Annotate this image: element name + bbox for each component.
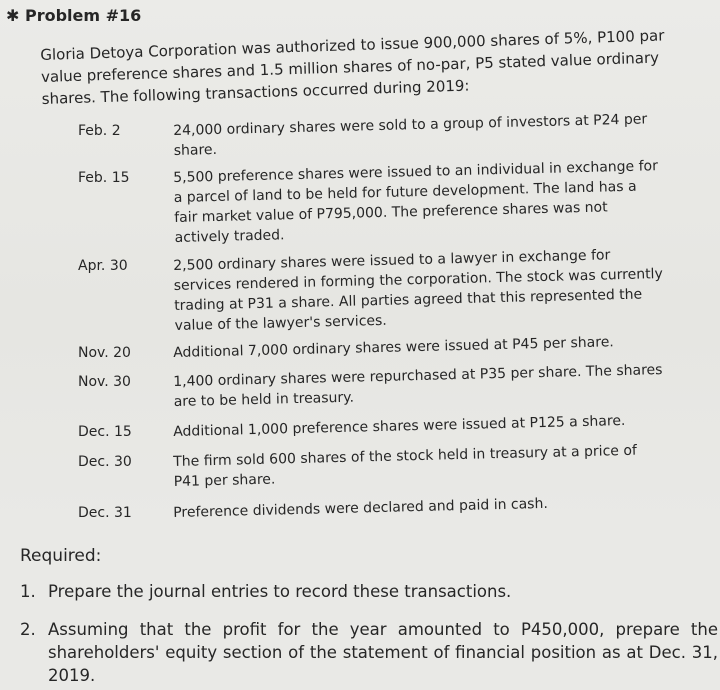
required-section xyxy=(0,530,720,690)
transaction-description: The firm sold 600 shares of the stock held in treasury at a price of P41 per share. xyxy=(173,442,638,490)
transaction-description: 2,500 ordinary shares were issued to a lawyer in exchange for services rendered in forming the corporation. The stock was currently trading at P31 a share. All parties agreed that this represented the value of the lawyer's services. xyxy=(173,247,663,334)
transaction-description: Additional 7,000 ordinary shares were issued at P45 per share. xyxy=(173,334,614,361)
transaction-description: 1,400 ordinary shares were repurchased at P35 per share. The shares are to be held in treasury. xyxy=(173,362,663,410)
problem-heading xyxy=(6,6,141,25)
required-item-number: 2. xyxy=(20,620,36,639)
transaction-description: 24,000 ordinary shares were sold to a group of investors at P24 per share. xyxy=(173,111,648,159)
transaction-date: Apr. 30 xyxy=(78,258,128,274)
transaction-description: 5,500 preference shares were issued to an individual in exchange for a parcel of land to be held for future development. The land has a fair market value of P795,000. The preference shares was not actively traded. xyxy=(173,158,659,246)
required-item-text: Prepare the journal entries to record these transactions. xyxy=(48,582,512,601)
transaction-date: Feb. 15 xyxy=(78,170,130,186)
transaction-date: Nov. 20 xyxy=(78,345,131,361)
transaction-date: Dec. 15 xyxy=(78,424,132,440)
problem-intro: Gloria Detoya Corporation was authorized to issue 900,000 shares of 5%, P100 par value preference shares and 1.5 million shares of no-par, P5 stated value ordinary shares. The following transactions occurred during 2019: xyxy=(40,26,665,108)
transaction-description: Additional 1,000 preference shares were issued at P125 a share. xyxy=(173,412,626,440)
problem-heading-text: Problem #16 xyxy=(24,6,142,25)
transaction-description: Preference dividends were declared and paid in cash. xyxy=(173,495,549,521)
required-item-text: Assuming that the profit for the year amounted to P450,000, prepare the shareholders' equity section of the statement of financial position as at Dec. 31, 2019. xyxy=(48,620,718,685)
required-heading: Required: xyxy=(20,546,102,566)
transaction-date: Dec. 31 xyxy=(78,505,132,521)
transaction-date: Nov. 30 xyxy=(78,374,131,390)
transaction-date: Dec. 30 xyxy=(78,454,132,470)
asterisk-icon: ✱ xyxy=(6,6,20,25)
required-item-number: 1. xyxy=(20,582,36,601)
transaction-date: Feb. 2 xyxy=(78,123,121,139)
